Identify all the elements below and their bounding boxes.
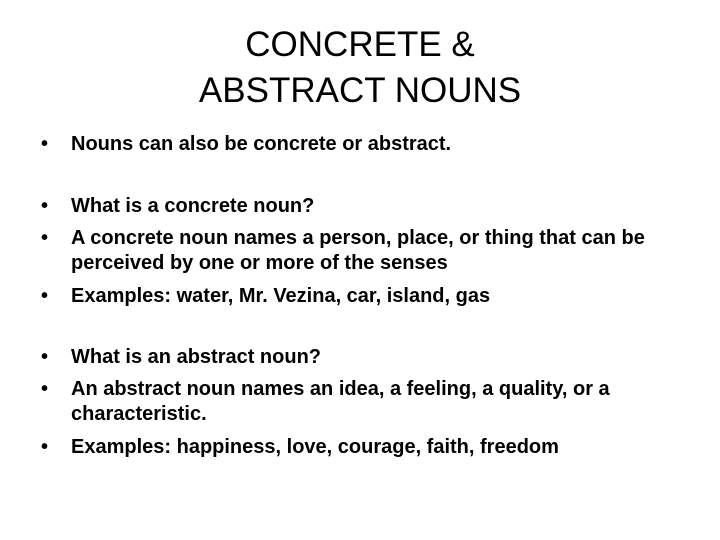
bullet-text: An abstract noun names an idea, a feeling, a quality, or a characteristic. [71, 378, 610, 425]
bullet-icon: • [41, 285, 49, 307]
bullet-item [41, 194, 691, 219]
bullet-icon: • [41, 436, 49, 458]
bullet-item [41, 132, 691, 157]
bullet-item [41, 284, 691, 309]
title-line-1: CONCRETE & [245, 25, 475, 64]
bullet-icon: • [41, 227, 49, 249]
bullet-icon: • [41, 195, 49, 217]
bullet-text: What is a concrete noun? [71, 195, 315, 217]
bullet-item [41, 377, 691, 427]
bullet-icon: • [41, 378, 49, 400]
bullet-icon: • [41, 346, 49, 368]
bullet-text: Examples: water, Mr. Vezina, car, island, gas [71, 285, 491, 307]
bullet-icon: • [41, 133, 49, 155]
bullet-item [41, 345, 691, 370]
bullet-item [41, 226, 691, 276]
bullet-item [41, 435, 691, 460]
bullet-text: A concrete noun names a person, place, or thing that can be perceived by one or more of the senses [71, 227, 645, 274]
bullet-text: Examples: happiness, love, courage, faith, freedom [71, 436, 559, 458]
slide-title [0, 22, 720, 114]
bullet-text: What is an abstract noun? [71, 346, 322, 368]
bullet-text: Nouns can also be concrete or abstract. [71, 133, 452, 155]
title-line-2: ABSTRACT NOUNS [198, 71, 522, 110]
